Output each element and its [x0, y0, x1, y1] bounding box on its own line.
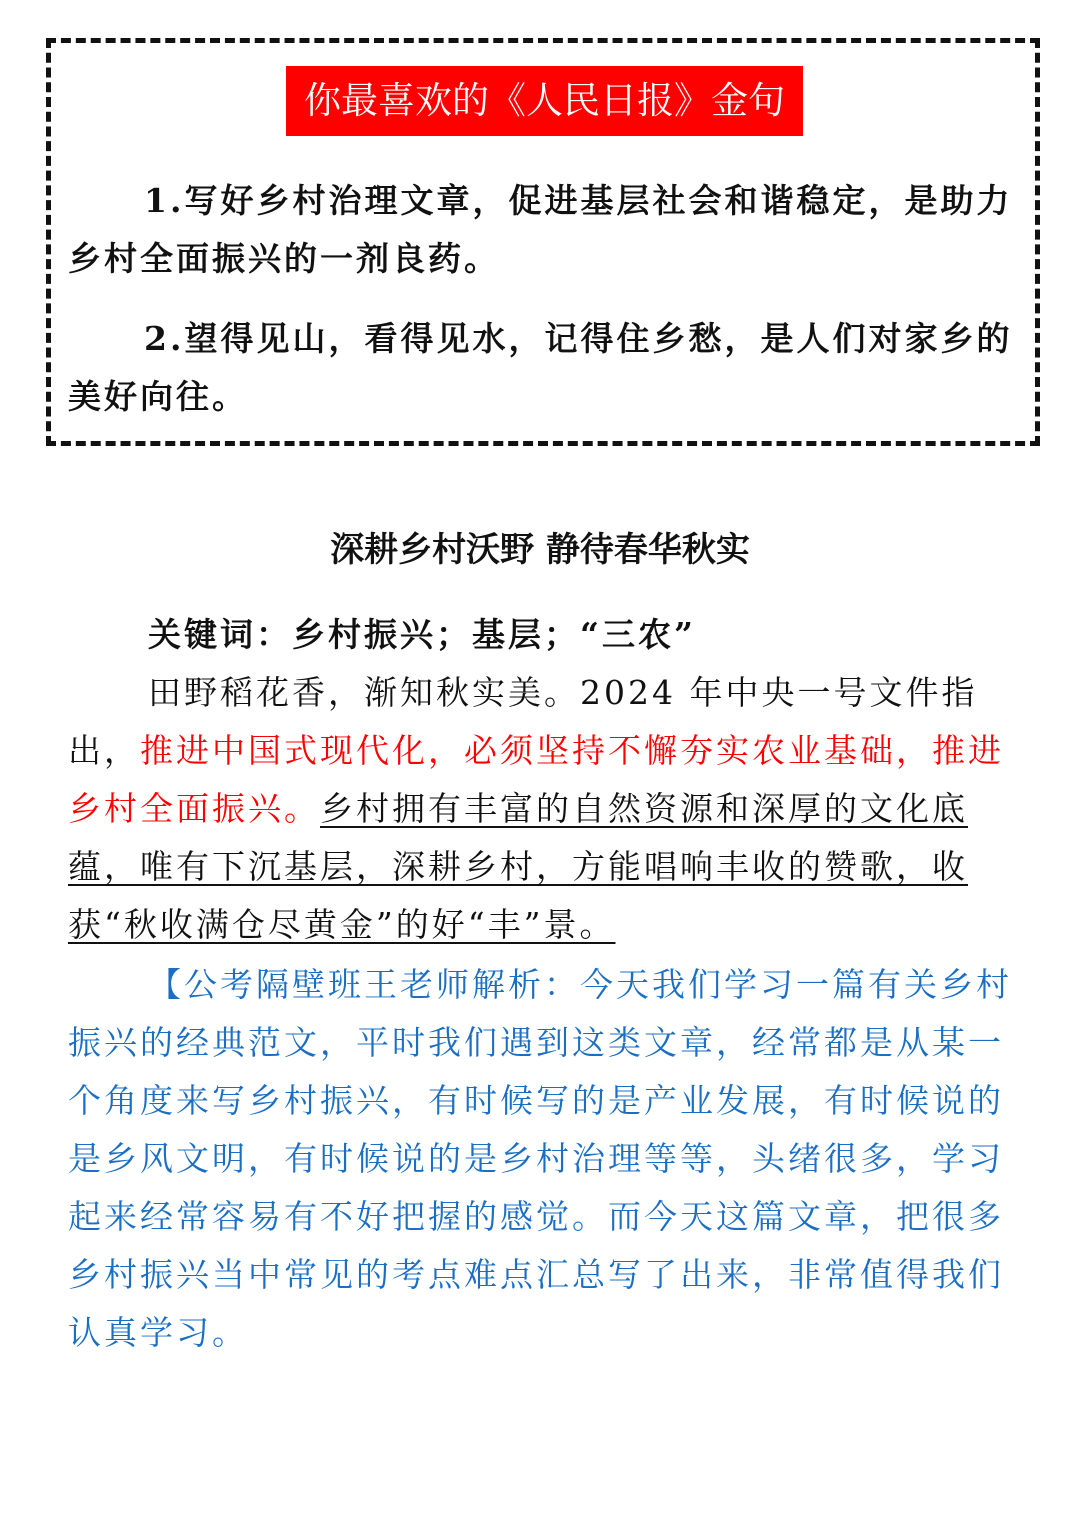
keywords-line: 关键词：乡村振兴；基层；“三农” — [148, 615, 696, 654]
underlined-sentence: 乡村拥有丰富的自然资源和深厚的文化底蕴，唯有下沉基层，深耕乡村，方能唱响丰收的赞歌，收获“秋收满仓尽黄金”的好“丰”景。 — [68, 789, 968, 944]
highlighted-quote: 推进中国式现代化，必须坚持不懈夯实农业基础，推进乡村全面振兴。 — [68, 731, 1004, 828]
quote-box-title: 你最喜欢的《人民日报》金句 — [286, 66, 803, 136]
article-title: 深耕乡村沃野 静待春华秋实 — [330, 530, 750, 570]
main-paragraph — [68, 664, 1028, 954]
quote-item-1: 1.写好乡村治理文章，促进基层社会和谐稳定，是助力乡村全面振兴的一剂良药。 — [68, 181, 1013, 278]
quote-item-2: 2.望得见山，看得见水，记得住乡愁，是人们对家乡的美好向往。 — [68, 319, 1013, 416]
teacher-analysis: 【公考隔壁班王老师解析：今天我们学习一篇有关乡村振兴的经典范文，平时我们遇到这类文章，经常都是从某一个角度来写乡村振兴，有时候写的是产业发展，有时候说的是乡风文明，有时候说的是乡村治理等等，头绪很多，学习起来经常容易有不好把握的感觉。而今天这篇文章，把很多乡村振兴当中常见的考点难点汇总写了出来，非常值得我们认真学习。 — [68, 965, 1012, 1352]
paragraph-intro: 田野稻花香，渐知秋实美。2024 年中央一号文件指出， — [68, 673, 978, 770]
article-body — [68, 606, 1028, 1362]
